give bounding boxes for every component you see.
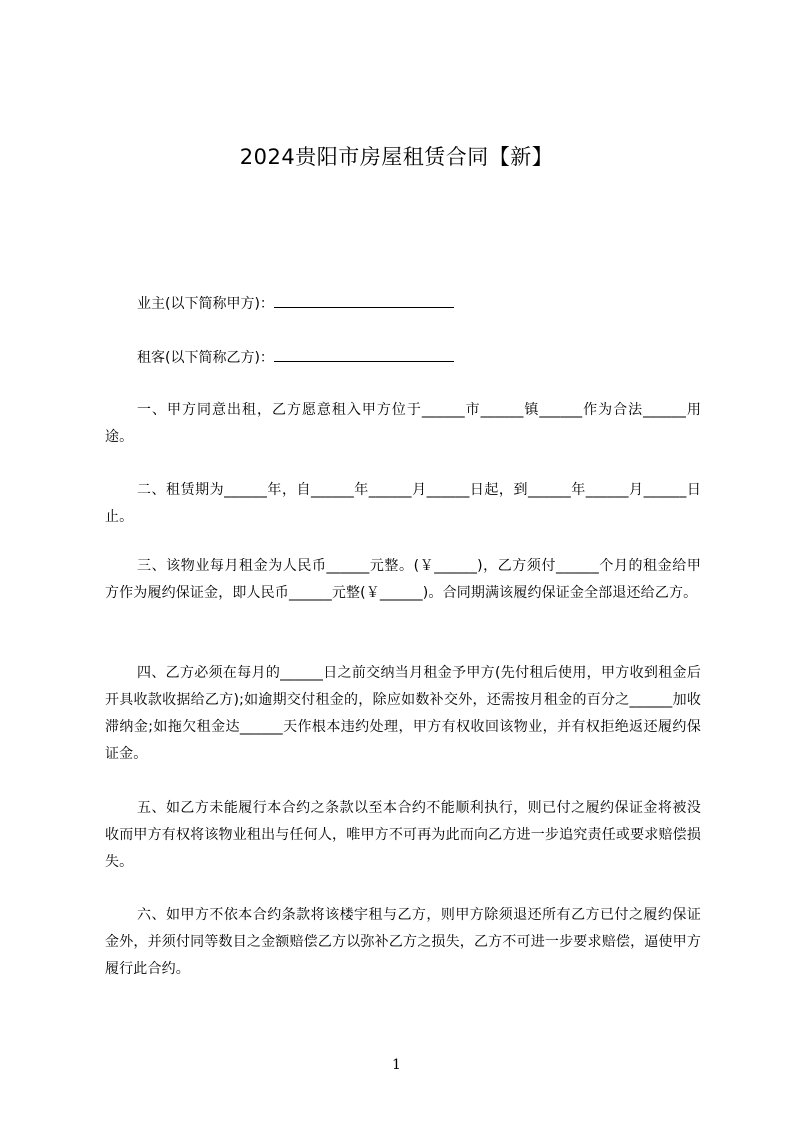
tenant-field [137,346,454,368]
clause-3: 三、该物业每月租金为人民币______元整。(￥______)，乙方须付______个月的租金给甲方作为履约保证金，即人民币______元整(￥______)。合同期满该履约保证金全部退还给乙方。 [105,558,701,601]
page-number: 1 [392,1057,401,1073]
clause-4: 四、乙方必须在每月的______日之前交纳当月租金予甲方(先付租后使用，甲方收到租金后开具收款收据给乙方);如逾期交付租金的，除应如数补交外，还需按月租金的百分之______加收滞纳金;如拖欠租金达______天作根本违约处理，甲方有权收回该物业，并有权拒绝返还履约保证金。 [105,665,701,762]
clause-5: 五、如乙方未能履行本合约之条款以至本合约不能顺利执行，则已付之履约保证金将被没收而甲方有权将该物业租出与任何人，唯甲方不可再为此而向乙方进一步追究责任或要求赔偿损失。 [105,800,701,870]
owner-blank-line [274,292,454,308]
owner-field [137,292,454,314]
tenant-label: 租客(以下简称乙方)： [137,350,274,366]
clause-1: 一、甲方同意出租，乙方愿意租入甲方位于______市______镇______作为合法______用途。 [105,402,701,445]
clause-2: 二、租赁期为______年，自______年______月______日起，到______年______月______日止。 [105,482,701,525]
clause-6: 六、如甲方不依本合约条款将该楼宇租与乙方，则甲方除须退还所有乙方已付之履约保证金外，并须付同等数目之金额赔偿乙方以弥补乙方之损失，乙方不可进一步要求赔偿，逼使甲方履行此合约。 [105,907,701,977]
document-title: 2024贵阳市房屋租赁合同【新】 [239,145,554,169]
tenant-blank-line [274,346,454,362]
owner-label: 业主(以下简称甲方)： [137,296,274,312]
